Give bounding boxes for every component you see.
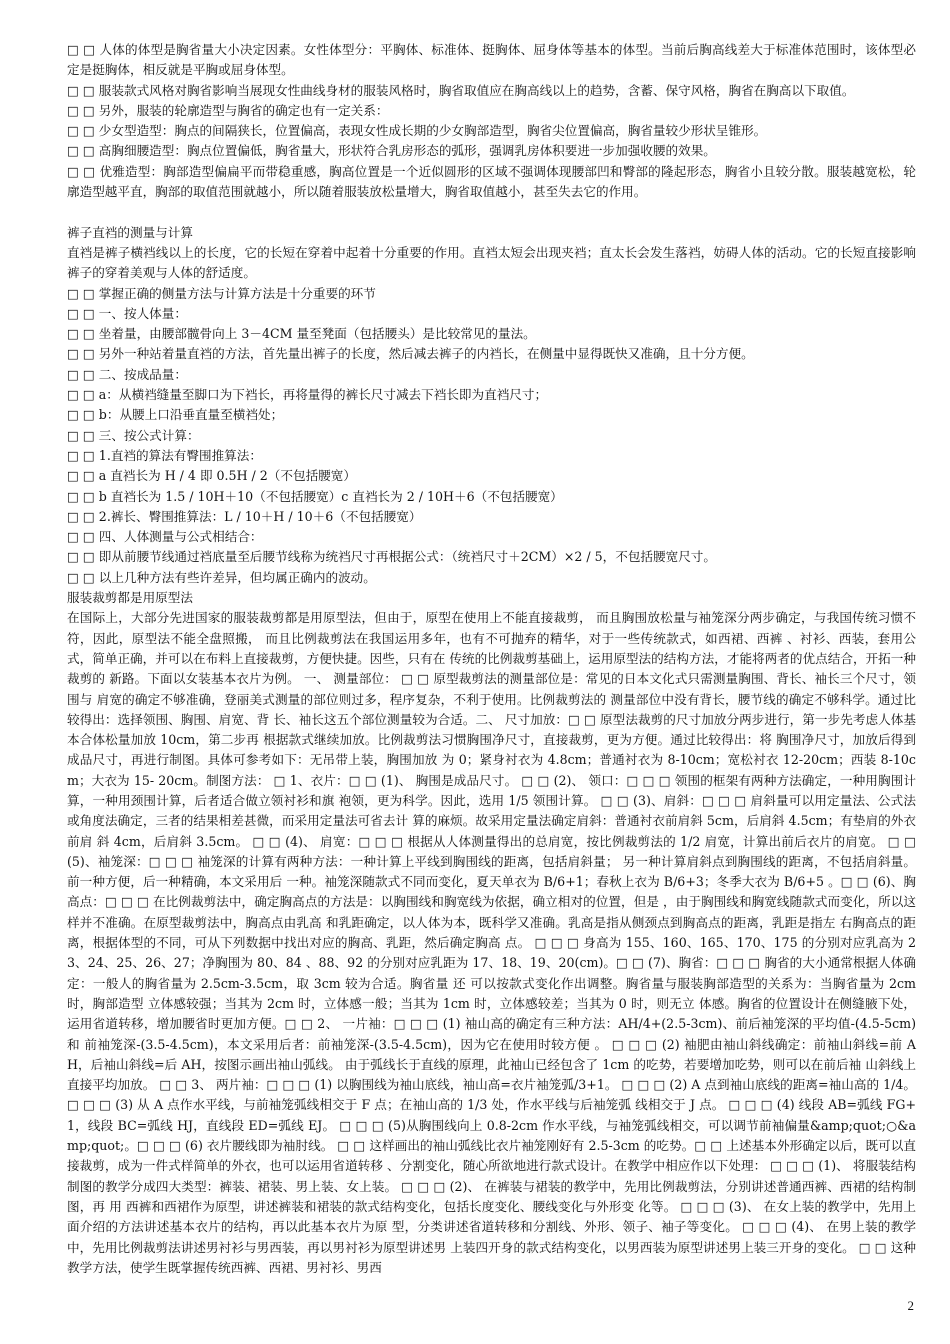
paragraph: □ □ 1.直裆的算法有臀围推算法：	[67, 447, 262, 463]
paragraph: □ □ 少女型造型：胸点的间隔狭长，位置偏高，表现女性成长期的少女胸部造型，胸省尖位置偏高，胸省量较少形状呈锥形。	[67, 123, 767, 139]
blank-line	[67, 202, 916, 222]
paragraph: □ □ 四、人体测量与公式相结合：	[67, 529, 263, 545]
paragraph: □ □ 坐着量，由腰部髋骨向上 3－4CM 量至凳面（包括腰头）是比较常见的量法。	[67, 326, 536, 342]
paragraph: □ □ 2.裤长、臀围推算法：L / 10＋H / 10＋6（不包括腰宽）	[67, 508, 422, 524]
paragraph: 在国际上，大部分先进国家的服装裁剪都是用原型法，但由于，原型在使用上不能直接裁剪， 而且胸围放松量与袖笼深分两步确定，与我国传统习惯不符，因此，原型法不能全盘照搬， 而且比例裁剪法在我国运用多年，也有不可抛弃的精华，对于一些传统款式，如西裙、西裤 、衬衫、西装，套用公式，简单正确，并可以在布料上直接裁剪，方便快捷。因些，只有在 传统的比例裁剪基础上，运用原型法的结构方法，才能将两者的优点结合，开拓一种裁剪的 新路。下面以女装基本衣片为例。 一、 测量部位： □ □ 原型裁剪法的测量部位是：常见的日本文化式只需测量胸围、背长、袖长三个尺寸，领围与 肩宽的确定不够准确，登丽美式测量的部位则过多，程序复杂，不利于使用。比例裁剪法的 测量部位中没有背长，腰节线的确定不够科学。通过比较得出：选择领围、胸围、肩宽、背 长、袖长这五个部位测量较为合适。二、 尺寸加放：□ □ 原型法裁剪的尺寸加放分两步进行，第一步先考虑人体基本合体松量加放 10cm，第二步再 根据款式继续加放。比例裁剪法习惯胸围净尺寸，直接裁剪，更为方便。通过比较得出：将 胸围净尺寸，加放后得到成品尺寸，再进行制图。具体可参考如下：无吊带上装，胸围加放 为 0；紧身衬衣为 4.8cm；普通衬衣为 8-10cm；宽松衬衣 12-20cm；西装 8-10cm；大衣为 15- 20cm。制图方法： □ 1、衣片：□ □ (1)、 胸围是成品尺寸。 □ □ (2)、 领口：□ □ □ 领围的框架有两种方法确定，一种用胸围计算，一种用颈围计算，后者适合做立领衬衫和旗 袍领，更为科学。因此，选用 1/5 领围计算。 □ □ (3)、肩斜：□ □ □ 肩斜量可以用定量法、公式法或角度法确定，三者的结果相差甚微，而采用定量法可省去计 算的麻烦。故采用定量法确定肩斜：普通衬衣前肩斜 5cm，后肩斜 4.5cm；有垫肩的外衣前肩 斜 4cm，后肩斜 3.5cm。 □ □ (4)、 肩宽：□ □ □ 根据从人体测量得出的总肩宽，按比例裁剪法的 1/2 肩宽，计算出前后衣片的肩宽。 □ □ (5)、袖笼深：□ □ □ 袖笼深的计算有两种方法：一种计算上平线到胸围线的距离，包括肩斜量； 另一种计算肩斜点到胸围线的距离，不包括肩斜量。前一种方便，后一种精确，本文采用后 一种。袖笼深随款式不同而变化，夏天单衣为 B/6+1；春秋上衣为 B/6+3；冬季大衣为 B/6+5 。□ □ (6)、胸高点：□ □ □ 在比例裁剪法中，确定胸高点的方法是：以胸围线和胸宽线为依据，确立相对的位置，但是 ，由于胸围线和胸宽线随款式而变化，所以这样并不准确。在原型裁剪法中，胸高点由乳高 和乳距确定，以人体为本，既科学又准确。乳高是指从侧颈点到胸高点的距离，乳距是指左 右胸高点的距离，根据体型的不同，可从下列数据中找出对应的胸高、乳距，然后确定胸高 点。 □ □ □ 身高为 155、160、165、170、175 的分别对应乳高为 23、24、25、26、27；净胸围为 80、84 、88、92 的分别对应乳距为 17、18、19、20(cm)。□ □ (7)、胸省：□ □ □ 胸省的大小通常根据人体确定：一般人的胸省量为 2.5cm-3.5cm，取 3cm 较为合适。胸省量 还 可以按款式变化作出调整。胸省量与服装胸部造型的关系为：当胸省量为 2cm 时，胸部造型 立体感较强；当其为 2cm 时，立体感一般；当其为 1cm 时，立体感较差；当其为 0 时，则无立 体感。胸省的位置设计在侧缝腋下处，运用省道转移，增加腰省时更加方便。□ □ 2、 一片袖：□ □ □ (1) 袖山高的确定有三种方法：AH/4+(2.5-3cm)、前后袖笼深的平均值-(4.5-5cm)和 前袖笼深-(3.5-4.5cm)，本文采用后者：前袖笼深-(3.5-4.5cm)，因为它在使用时较方便 。 □ □ □ (2) 袖肥由袖山斜线确定：前袖山斜线=前 AH，后袖山斜线=后 AH，按图示画出袖山弧线。 由于弧线长于直线的原理，此袖山已经包含了 1cm 的吃势，若要增加吃势，则可以在前后袖 山斜线上直接平均加放。 □ □ 3、 两片袖：□ □ □ (1) 以胸围线为袖山底线，袖山高=衣片袖笼弧/3+1。 □ □ □ (2) A 点到袖山底线的距离=袖山高的 1/4。 □ □ □ (3) 从 A 点作水平线，与前袖笼弧线相交于 F 点；在袖山高的 1/3 处，作水平线与后袖笼弧 线相交于 J 点。 □ □ □ (4) 线段 AB=弧线 FG+1，线段 BC=弧线 HJ，直线段 ED=弧线 EJ。 □ □ □ (5)从胸围线向上 0.8-2cm 作水平线，与袖笼弧线相交，可以调节前袖偏量&amp;quot;○&amp;quot;。□ □ □ (6) 衣片腰线即为袖肘线。 □ □ 这样画出的袖山弧线比衣片袖笼刚好有 2.5-3cm 的吃势。□ □ 上述基本外形确定以后，既可以直接裁剪，成为一件式样简单的外衣，也可以运用省道转移 、分割变化，随心所欲地进行款式设计。在教学中相应作以下处理： □ □ □ (1)、 将服装结构制图的教学分成四大类型：裤装、裙装、男上装、女上装。 □ □ □ (2)、 在裤装与裙装的教学中，先用比例裁剪法，分别讲述普通西裤、西裙的结构制图，再 用 西裤和西裙作为原型，讲述裤装和裙装的款式结构变化，包括长度变化、腰线变化与外形变 化等。 □ □ □ (3)、 在女上装的教学中，先用上面介绍的方法讲述基本衣片的结构，再以此基本衣片为原 型，分类讲述省道转移和分割线、外形、领子、袖子等变化。 □ □ □ (4)、 在男上装的教学中，先用比例裁剪法讲述男衬衫与男西装，再以男衬衫为原型讲述男 上装四开身的款式结构变化，以男西装为原型讲述男上装三开身的变化。 □ □ 这种教学方法，使学生既掌握传统西裤、西裙、男衬衫、男西	[67, 610, 916, 1275]
document-page	[67, 40, 916, 1278]
paragraph: □ □ 人体的体型是胸省量大小决定因素。女性体型分：平胸体、标准体、挺胸体、屈身体等基本的体型。当前后胸高线差大于标准体范围时，该体型必定是挺胸体，相反就是平胸或屈身体型。	[67, 42, 916, 78]
paragraph: □ □ 高胸细腰造型：胸点位置偏低，胸省量大，形状符合乳房形态的弧形，强调乳房体积要进一步加强收腰的效果。	[67, 143, 716, 159]
paragraph: □ □ a：从横裆缝量至脚口为下裆长，再将量得的裤长尺寸减去下裆长即为直裆尺寸；	[67, 387, 548, 403]
paragraph: □ □ 优雅造型：胸部造型偏扁平而带稳重感，胸高位置是一个近似圆形的区域不强调体现腰部凹和臀部的隆起形态，胸省小且较分散。服装越宽松，轮廓造型越平直，胸部的取值范围就越小，所以随着服装放松量增大，胸省取值越小，甚至失去它的作用。	[67, 163, 916, 200]
paragraph: □ □ 二、按成品量：	[67, 366, 187, 382]
paragraph: □ □ 掌握正确的侧量方法与计算方法是十分重要的环节	[67, 285, 376, 301]
paragraph: □ □ 以上几种方法有些许差异，但均属正确内的波动。	[67, 569, 376, 585]
section-heading: 裤子直裆的测量与计算	[67, 224, 193, 240]
paragraph: □ □ b 直裆长为 1.5 / 10H＋10（不包括腰宽）c 直裆长为 2 / 10H＋6（不包括腰宽）	[67, 488, 563, 504]
paragraph: □ □ 一、按人体量：	[67, 305, 187, 321]
paragraph: □ □ b：从腰上口沿垂直量至横裆处；	[67, 407, 284, 423]
paragraph: □ □ 服装款式风格对胸省影响当展现女性曲线身材的服装风格时，胸省取值应在胸高线以上的趋势，含蓄、保守风格，胸省在胸高以下取值。	[67, 82, 855, 98]
paragraph: □ □ 三、按公式计算：	[67, 427, 200, 443]
paragraph: □ □ 即从前腰节线通过裆底量至后腰节线称为统裆尺寸再根据公式：（统裆尺寸＋2CM）×2 / 5，不包括腰宽尺寸。	[67, 549, 716, 565]
section-heading: 服装裁剪都是用原型法	[67, 590, 193, 606]
paragraph: □ □ 另外一种站着量直裆的方法，首先量出裤子的长度，然后减去裤子的内裆长，在侧量中显得既快又准确，且十分方便。	[67, 346, 754, 362]
paragraph: □ □ a 直裆长为 H / 4 即 0.5H / 2（不包括腰宽）	[67, 468, 356, 484]
paragraph: □ □ 另外，服装的轮廓造型与胸省的确定也有一定关系：	[67, 102, 389, 118]
page-number: 2	[907, 1298, 914, 1313]
paragraph: 直裆是裤子横裆线以上的长度，它的长短在穿着中起着十分重要的作用。直裆太短会出现夹裆；直太长会发生落裆，妨碍人体的活动。它的长短直接影响裤子的穿着美观与人体的舒适度。	[67, 244, 916, 281]
